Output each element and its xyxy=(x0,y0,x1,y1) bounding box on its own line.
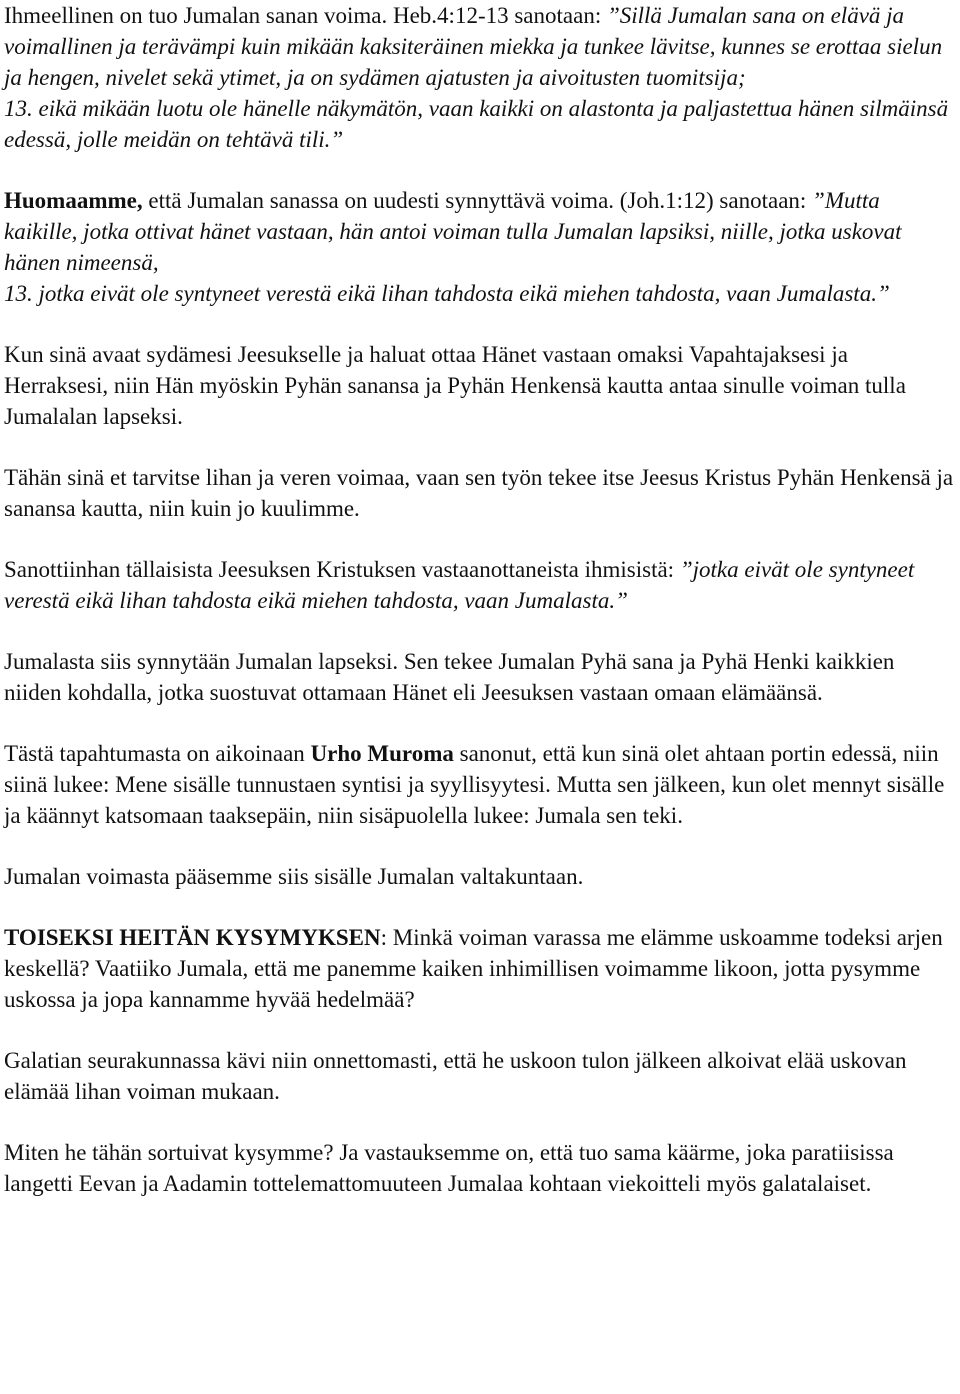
hebrews-verse-13: 13. eikä mikään luotu ole hänelle näkymätön, vaan kaikki on alastonta ja paljastettua hänen silmäinsä edessä, jolle meidän on tehtävä tili.” xyxy=(4,96,949,152)
hebrews-quote: ”Sillä Jumalan sana on elävä ja voimallinen ja terävämpi kuin mikään kaksiteräinen miekka ja tunkee lävitse, kunnes se erottaa sielun ja hengen, nivelet sekä ytimet, ja on sydämen ajatusten ja aivoitusten tuomitsija; xyxy=(4,3,943,90)
paragraph-serpent: Miten he tähän sortuivat kysymme? Ja vastauksemme on, että tuo sama käärme, joka paratiisissa langetti Eevan ja Aadamin tottelemattomuuteen Jumalaa kohtaan viekoitteli myös galatalaiset. xyxy=(4,1140,894,1196)
paragraph-gap xyxy=(4,524,956,554)
paragraph-gap xyxy=(4,1107,956,1137)
urho-muroma-bold: Urho Muroma xyxy=(310,741,454,766)
paragraph-kingdom: Jumalan voimasta pääsemme siis sisälle Jumalan valtakuntaan. xyxy=(4,864,584,889)
paragraph-gap xyxy=(4,432,956,462)
paragraph-gap xyxy=(4,309,956,339)
paragraph-hebrews xyxy=(4,0,956,93)
paragraph-open-heart: Kun sinä avaat sydämesi Jeesukselle ja haluat ottaa Hänet vastaan omaksi Vapahtajaksesi ja Herraksesi, niin Hän myöskin Pyhän sanansa ja Pyhän Henkensä kautta antaa sinulle voiman tulla Jumalalan lapseksi. xyxy=(4,342,906,429)
john-verse-13: 13. jotka eivät ole syntyneet verestä eikä lihan tahdosta eikä miehen tahdosta, vaan Jumalasta.” xyxy=(4,281,890,306)
paragraph-receivers-text: Sanottiinhan tällaisista Jeesuksen Kristuksen vastaanottaneista ihmisistä: xyxy=(4,557,680,582)
paragraph-galatia: Galatian seurakunnassa kävi niin onnettomasti, että he uskoon tulon jälkeen alkoivat elää uskovan elämää lihan voiman mukaan. xyxy=(4,1048,907,1104)
paragraph-receivers xyxy=(4,554,956,616)
paragraph-gap xyxy=(4,616,956,646)
paragraph-john-text: että Jumalan sanassa on uudesti synnyttävä voima. (Joh.1:12) sanotaan: xyxy=(142,188,813,213)
paragraph-second-question xyxy=(4,922,956,1015)
paragraph-second-question-text: : Minkä voiman varassa me elämme uskoamme todeksi arjen keskellä? Vaatiiko Jumala, että me panemme kaiken inhimillisen voimamme likoon, jotta pysymme uskossa ja jopa kannamme hyvää hedelmää? xyxy=(4,925,943,1012)
receivers-quote: ”jotka eivät ole syntyneet verestä eikä lihan tahdosta eikä miehen tahdosta, vaan Jumalasta.” xyxy=(4,557,915,613)
paragraph-john xyxy=(4,185,956,278)
paragraph-muroma-after: sanonut, että kun sinä olet ahtaan portin edessä, niin siinä lukee: Mene sisälle tunnustaen syntisi ja syyllisyytesi. Mutta sen jälkeen, kun olet mennyt sisälle ja käännyt katsomaan taaksepäin, niin sisäpuolella lukee: Jumala sen teki. xyxy=(4,741,945,828)
paragraph-born-of-god: Jumalasta siis synnytään Jumalan lapseksi. Sen tekee Jumalan Pyhä sana ja Pyhä Henki kaikkien niiden kohdalla, jotka suostuvat ottamaan Hänet eli Jeesuksen vastaan omaan elämäänsä. xyxy=(4,649,895,705)
second-question-heading: TOISEKSI HEITÄN KYSYMYKSEN xyxy=(4,925,381,950)
paragraph-gap xyxy=(4,831,956,861)
paragraph-muroma xyxy=(4,738,956,831)
paragraph-hebrews-lead: Ihmeellinen on tuo Jumalan sanan voima. Heb.4:12-13 sanotaan: xyxy=(4,3,607,28)
paragraph-gap xyxy=(4,708,956,738)
paragraph-gap xyxy=(4,155,956,185)
paragraph-gap xyxy=(4,1015,956,1045)
paragraph-muroma-before: Tästä tapahtumasta on aikoinaan xyxy=(4,741,311,766)
john-quote: ”Mutta kaikille, jotka ottivat hänet vastaan, hän antoi voiman tulla Jumalan lapsiksi, niille, jotka uskovat hänen nimeensä, xyxy=(4,188,902,275)
paragraph-no-flesh: Tähän sinä et tarvitse lihan ja veren voimaa, vaan sen työn tekee itse Jeesus Kristus Pyhän Henkensä ja sanansa kautta, niin kuin jo kuulimme. xyxy=(4,465,954,521)
huomaamme-bold: Huomaamme, xyxy=(4,188,143,213)
paragraph-gap xyxy=(4,892,956,922)
